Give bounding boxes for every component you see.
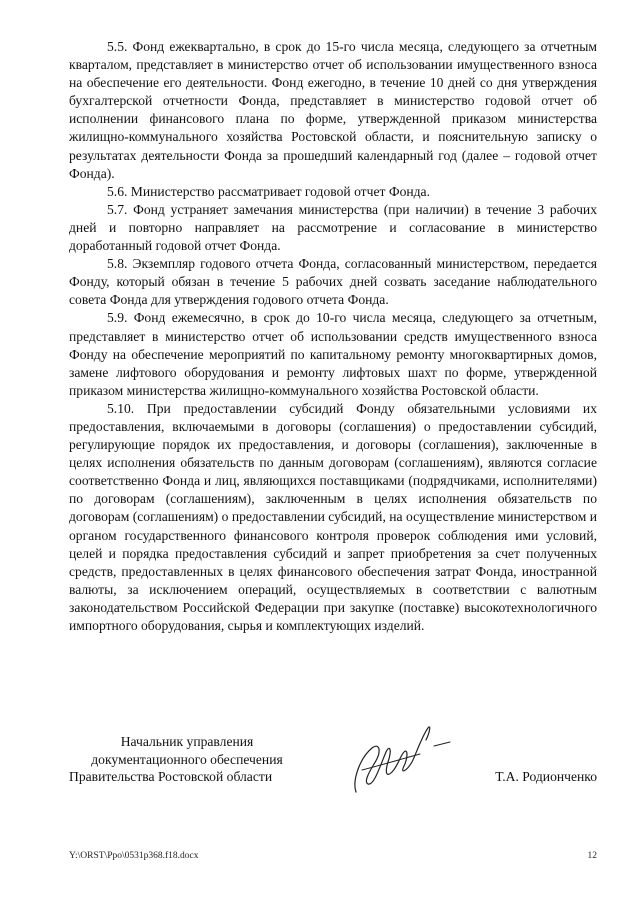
paragraph-5-7: 5.7. Фонд устраняет замечания министерства (при наличии) в течение 3 рабочих дней и повторно направляет на рассмотрение и согласование в министерство доработанный годовой отчет Фонда. xyxy=(69,201,597,254)
position-line-2: документационного обеспечения xyxy=(91,751,283,767)
signatory-position xyxy=(69,733,329,786)
position-line-1: Начальник управления xyxy=(120,734,254,749)
document-body xyxy=(69,38,597,635)
paragraph-5-6: 5.6. Министерство рассматривает годовой отчет Фонда. xyxy=(107,183,430,199)
handwritten-signature xyxy=(338,722,458,802)
page-number: 12 xyxy=(587,851,597,861)
paragraph-5-9: 5.9. Фонд ежемесячно, в срок до 10-го числа месяца, следующего за отчетным, представляет в министерство отчет об использовании средств имущественного взноса Фонду на обеспечение мероприятий по капитальному ремонту многоквартирных домов, замене лифтового оборудования и ремонту лифтовых шахт по форме, утвержденной приказом министерства жилищно-коммунального хозяйства Ростовской области. xyxy=(69,310,597,398)
paragraph-5-8: 5.8. Экземпляр годового отчета Фонда, согласованный министерством, передается Фонду, который обязан в течение 5 рабочих дней созвать заседание наблюдательного совета Фонда для утверждения годового отчета Фонда. xyxy=(69,256,597,308)
position-line-3: Правительства Ростовской области xyxy=(69,769,273,784)
signer-name: Т.А. Родионченко xyxy=(495,769,597,784)
footer-file-path: Y:\ORST\Ppo\0531p368.f18.docx xyxy=(69,851,199,861)
paragraph-5-5: 5.5. Фонд ежеквартально, в срок до 15-го числа месяца, следующего за отчетным кварталом, представляет в министерство отчет об использовании имущественного взноса на обеспечение его деятельности. Фонд ежегодно, в течение 10 дней со дня утверждения бухгалтерской отчетности Фонда, представляет в министерство годовой отчет об исполнении финансового плана по форме, утвержденной приказом министерства жилищно-коммунального хозяйства Ростовской области, и пояснительную записку о результатах деятельности Фонда за прошедший календарный год (далее – годовой отчет Фонда). xyxy=(69,39,597,181)
paragraph-5-10: 5.10. При предоставлении субсидий Фонду обязательными условиями их предоставления, включаемыми в договоры (соглашения) о предоставлении субсидий, регулирующие порядок их предоставления, и договоры (соглашения), заключенные в целях исполнения обязательств по данным договорам (соглашениям), являются согласие соответственно Фонда и лиц, являющихся поставщиками (подрядчиками, исполнителями) по договорам (соглашениям), заключенным в целях исполнения обязательств по договорам (соглашениям) о предоставлении субсидий, на осуществление министерством и органом государственного финансового контроля проверок соблюдения ими условий, целей и порядка предоставления субсидий и запрет приобретения за счет полученных средств, предоставленных в целях финансового обеспечения затрат Фонда, иностранной валюты, за исключением операций, осуществляемых в соответствии с валютным законодательством Российской Федерации при закупке (поставке) высокотехнологичного импортного оборудования, сырья и комплектующих изделий. xyxy=(69,400,597,633)
